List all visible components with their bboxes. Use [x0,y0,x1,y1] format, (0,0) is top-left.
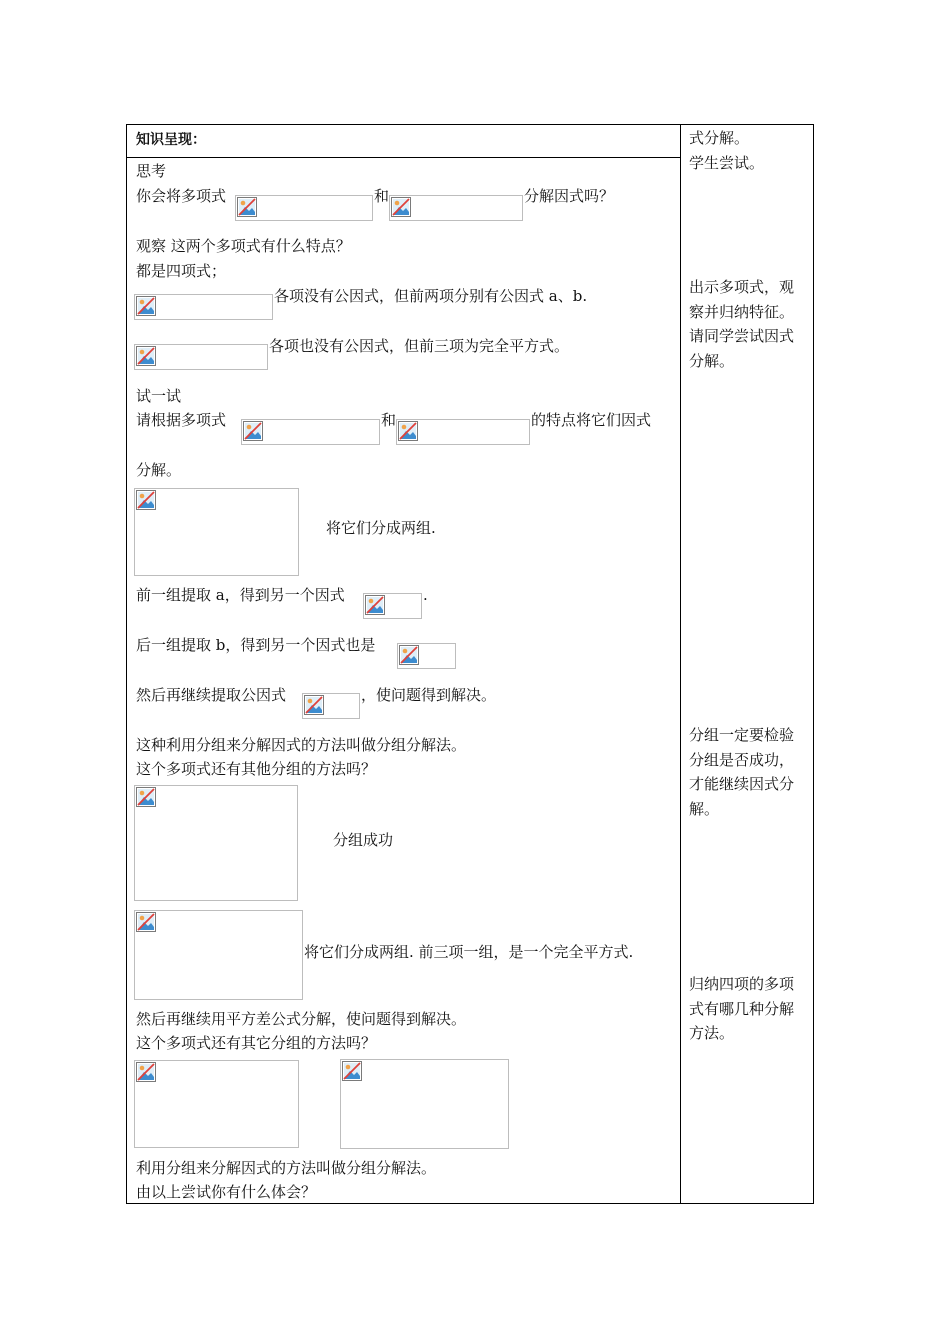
split-square-text: 将它们分成两组. 前三项一组，是一个完全平方式. [304,943,634,961]
try-text-3: 的特点将它们因式 [531,411,652,429]
side-note-4 [689,972,811,1046]
formula-image [340,1059,509,1149]
formula-image [134,910,303,1000]
try-text-4: 分解。 [136,461,182,479]
front-group-dot: . [423,586,428,604]
other-grouping-question-2: 这个多项式还有其它分组的方法吗？ [136,1034,377,1052]
question-text-2: 和 [374,187,390,205]
broken-image-icon [237,197,257,217]
try-text-2: 和 [381,411,397,429]
side-note-line: 察并归纳特征。 [689,302,795,321]
observation-1: 各项没有公因式，但前两项分别有公因式 a、b. [274,287,588,305]
broken-image-icon [136,346,156,366]
common-factor-text-2: ，使问题得到解决。 [361,686,497,704]
broken-image-icon [399,645,419,665]
formula-image [397,643,456,669]
question-text-3: 分解因式吗？ [524,187,615,205]
broken-image-icon [304,695,324,715]
broken-image-icon [342,1061,362,1081]
formula-image [235,195,373,221]
side-note-line: 才能继续因式分 [689,775,795,793]
four-terms-text: 都是四项式； [136,262,227,280]
try-label: 试一试 [136,387,182,405]
side-note-line: 分组一定要检验 [689,726,795,744]
side-note-line: 分组是否成功， [689,750,795,769]
broken-image-icon [136,490,156,510]
header-divider [126,157,680,158]
formula-image [134,785,298,901]
side-note-line: 方法。 [689,1024,735,1042]
formula-image [241,419,380,445]
common-factor-text: 然后再继续提取公因式 [136,686,287,704]
reflection-question: 由以上尝试你有什么体会？ [136,1183,317,1201]
formula-image [134,1060,299,1148]
other-grouping-question-1: 这个多项式还有其他分组的方法吗？ [136,760,377,778]
observe-text: 观察 这两个多项式有什么特点？ [136,237,351,255]
broken-image-icon [398,421,418,441]
side-note-line: 解。 [689,799,720,818]
formula-image [302,693,360,719]
broken-image-icon [136,296,156,316]
broken-image-icon [243,421,263,441]
method-definition-2: 利用分组来分解因式的方法叫做分组分解法。 [136,1159,437,1177]
broken-image-icon [365,595,385,615]
formula-image [134,344,268,370]
difference-of-squares-text: 然后再继续用平方差公式分解，使问题得到解决。 [136,1010,467,1028]
observation-2: 各项也没有公因式，但前三项为完全平方式。 [269,337,570,355]
broken-image-icon [136,787,156,807]
split-two-text: 将它们分成两组. [326,519,436,537]
question-text-1: 你会将多项式 [136,187,227,205]
formula-image [134,488,299,576]
section-header: 知识呈现： [136,132,206,148]
side-note-2 [689,275,811,373]
front-group-text: 前一组提取 a，得到另一个因式 [136,586,345,604]
side-note-line: 归纳四项的多项 [689,975,795,993]
formula-image [363,593,422,619]
side-note-line: 学生尝试。 [689,153,765,172]
side-note-line: 出示多项式，观 [689,278,795,296]
broken-image-icon [136,912,156,932]
grouping-success-text: 分组成功 [333,831,394,849]
side-note-3 [689,723,811,821]
think-label: 思考 [136,162,167,180]
side-note-line: 式分解。 [689,129,750,147]
column-divider [680,124,681,1204]
try-text-1: 请根据多项式 [136,411,227,429]
side-note-1 [689,126,811,175]
back-group-text: 后一组提取 b，得到另一个因式也是 [136,636,376,654]
broken-image-icon [136,1062,156,1082]
method-definition-1: 这种利用分组来分解因式的方法叫做分组分解法。 [136,736,467,754]
formula-image [389,195,523,221]
side-note-line: 式有哪几种分解 [689,999,795,1018]
side-note-line: 分解。 [689,351,735,370]
broken-image-icon [391,197,411,217]
formula-image [134,294,273,320]
side-note-line: 请同学尝试因式 [689,327,795,345]
formula-image [396,419,530,445]
